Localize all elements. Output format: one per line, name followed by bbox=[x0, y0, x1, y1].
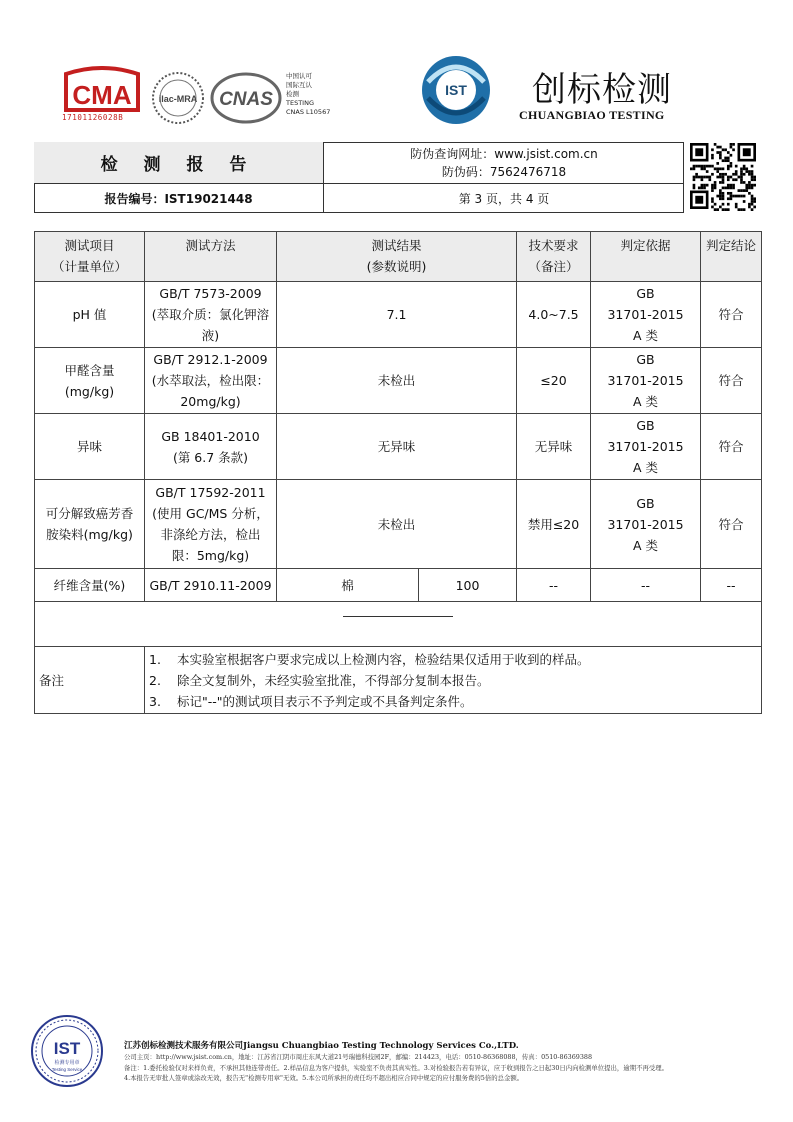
cell-item: 异味 bbox=[35, 414, 145, 480]
end-of-results-line bbox=[35, 602, 762, 647]
cell-basis: GB 31701-2015 A 类 bbox=[591, 282, 701, 348]
cnas-logo bbox=[210, 70, 282, 126]
cell-item: 纤维含量(%) bbox=[35, 569, 145, 602]
cell-requirement: 4.0~7.5 bbox=[517, 282, 591, 348]
report-number: 报告编号：IST19021448 bbox=[34, 184, 324, 213]
note-item: 3. 标记"--"的测试项目表示不予判定或不具备判定条件。 bbox=[149, 693, 473, 709]
cell-method: GB/T 17592-2011 (使用 GC/MS 分析， 非涤纶方法，检出 限：5mg/kg) bbox=[145, 480, 277, 569]
cell-conclusion: 符合 bbox=[701, 480, 762, 569]
header-item: 测试项目 （计量单位） bbox=[35, 232, 145, 282]
cell-basis: GB 31701-2015 A 类 bbox=[591, 414, 701, 480]
seal-text: IST bbox=[53, 1039, 81, 1058]
cnas-logo-text: CNAS bbox=[219, 89, 273, 110]
cell-method: GB/T 7573-2009 (萃取介质：氯化钾溶 液) bbox=[145, 282, 277, 348]
cell-conclusion: 符合 bbox=[701, 414, 762, 480]
cell-item: 甲醛含量 (mg/kg) bbox=[35, 348, 145, 414]
ist-logo bbox=[418, 52, 494, 128]
end-marker-row bbox=[35, 602, 762, 647]
cell-requirement: 无异味 bbox=[517, 414, 591, 480]
notes-label: 备注 bbox=[35, 647, 145, 714]
cma-logo-text: CMA bbox=[72, 80, 132, 110]
table-row bbox=[35, 480, 762, 569]
notes-list bbox=[145, 647, 762, 714]
cell-material: 棉 bbox=[277, 569, 419, 602]
seal-subtext: 检测专用章 bbox=[54, 1060, 80, 1066]
cell-requirement: -- bbox=[517, 569, 591, 602]
cell-result: 无异味 bbox=[277, 414, 517, 480]
fiber-content-row bbox=[35, 569, 762, 602]
verify-code: 防伪码：7562476718 bbox=[441, 164, 567, 179]
cell-method: GB 18401-2010 (第 6.7 条款) bbox=[145, 414, 277, 480]
header-conclusion: 判定结论 bbox=[701, 232, 762, 282]
cell-method: GB/T 2912.1-2009 (水萃取法，检出限： 20mg/kg) bbox=[145, 348, 277, 414]
header-method: 测试方法 bbox=[145, 232, 277, 282]
qr-code-icon bbox=[690, 143, 756, 211]
anti-fake-info bbox=[324, 142, 684, 184]
testing-seal-logo bbox=[30, 1014, 104, 1088]
table-row bbox=[35, 348, 762, 414]
footer-company-name: 江苏创标检测技术服务有限公司Jiangsu Chuangbiao Testing Technology Services Co.,LTD. bbox=[124, 1041, 519, 1051]
cell-percent: 100 bbox=[419, 569, 517, 602]
cell-result: 未检出 bbox=[277, 348, 517, 414]
header-basis: 判定依据 bbox=[591, 232, 701, 282]
footer-contact-line: 公司主页：http://www.jsist.com.cn，地址：江苏省江阴市周庄东风大道21号瑞德科技园2F，邮编：214423，电话：0510-86368088，传真：0510-86369388 bbox=[124, 1053, 593, 1061]
table-header-row bbox=[35, 232, 762, 282]
footer-remarks-line: 备注：1.委托检验仅对来样负责，不承担其他连带责任。2.样品信息为客户提供，实验室不负责其真实性。3.对检验报告若有异议，应于收到报告之日起30日内向检测单位提出，逾期不再受理。 bbox=[124, 1064, 669, 1072]
cell-conclusion: 符合 bbox=[701, 282, 762, 348]
brand-name-english: CHUANGBIAO TESTING bbox=[519, 108, 665, 122]
note-item: 2. 除全文复制外，未经实验室批准，不得部分复制本报告。 bbox=[149, 672, 490, 688]
ilac-mra-logo bbox=[150, 70, 206, 126]
cell-conclusion: 符合 bbox=[701, 348, 762, 414]
cnas-accreditation-text: 中国认可 国际互认 检测 TESTING CNAS L10567 bbox=[286, 72, 331, 116]
note-item: 1. 本实验室根据客户要求完成以上检测内容，检验结果仅适用于收到的样品。 bbox=[149, 651, 590, 667]
brand-name-chinese: 创标检测 bbox=[532, 70, 672, 110]
verify-url: 防伪查询网址：www.jsist.com.cn bbox=[410, 146, 598, 161]
page-info: 第 3 页，共 4 页 bbox=[458, 192, 550, 206]
table-row bbox=[35, 282, 762, 348]
footer-remarks-line-2: 4.本报告无审批人签章或涂改无效，报告无"检测专用章"无效。5.本公司所承担的责任均不超出相应合同中规定的应付服务费的5倍的总金额。 bbox=[124, 1074, 524, 1082]
cell-basis: -- bbox=[591, 569, 701, 602]
cell-result: 未检出 bbox=[277, 480, 517, 569]
cell-requirement: ≤20 bbox=[517, 348, 591, 414]
cell-result: 7.1 bbox=[277, 282, 517, 348]
header-requirement: 技术要求 （备注） bbox=[517, 232, 591, 282]
cell-requirement: 禁用≤20 bbox=[517, 480, 591, 569]
cma-number: 17101126028B bbox=[62, 113, 124, 122]
ist-logo-text: IST bbox=[445, 82, 467, 98]
header-result: 测试结果 (参数说明) bbox=[277, 232, 517, 282]
cell-method: GB/T 2910.11-2009 bbox=[145, 569, 277, 602]
cell-conclusion: -- bbox=[701, 569, 762, 602]
cell-item: pH 值 bbox=[35, 282, 145, 348]
test-results-table bbox=[34, 231, 762, 714]
cell-basis: GB 31701-2015 A 类 bbox=[591, 348, 701, 414]
cell-basis: GB 31701-2015 A 类 bbox=[591, 480, 701, 569]
cell-item: 可分解致癌芳香 胺染料(mg/kg) bbox=[35, 480, 145, 569]
seal-english: Testing Service bbox=[51, 1067, 83, 1072]
ilac-logo-text: ilac-MRA bbox=[158, 94, 198, 104]
notes-row bbox=[35, 647, 762, 714]
report-title: 检 测 报 告 bbox=[34, 142, 324, 184]
table-row bbox=[35, 414, 762, 480]
